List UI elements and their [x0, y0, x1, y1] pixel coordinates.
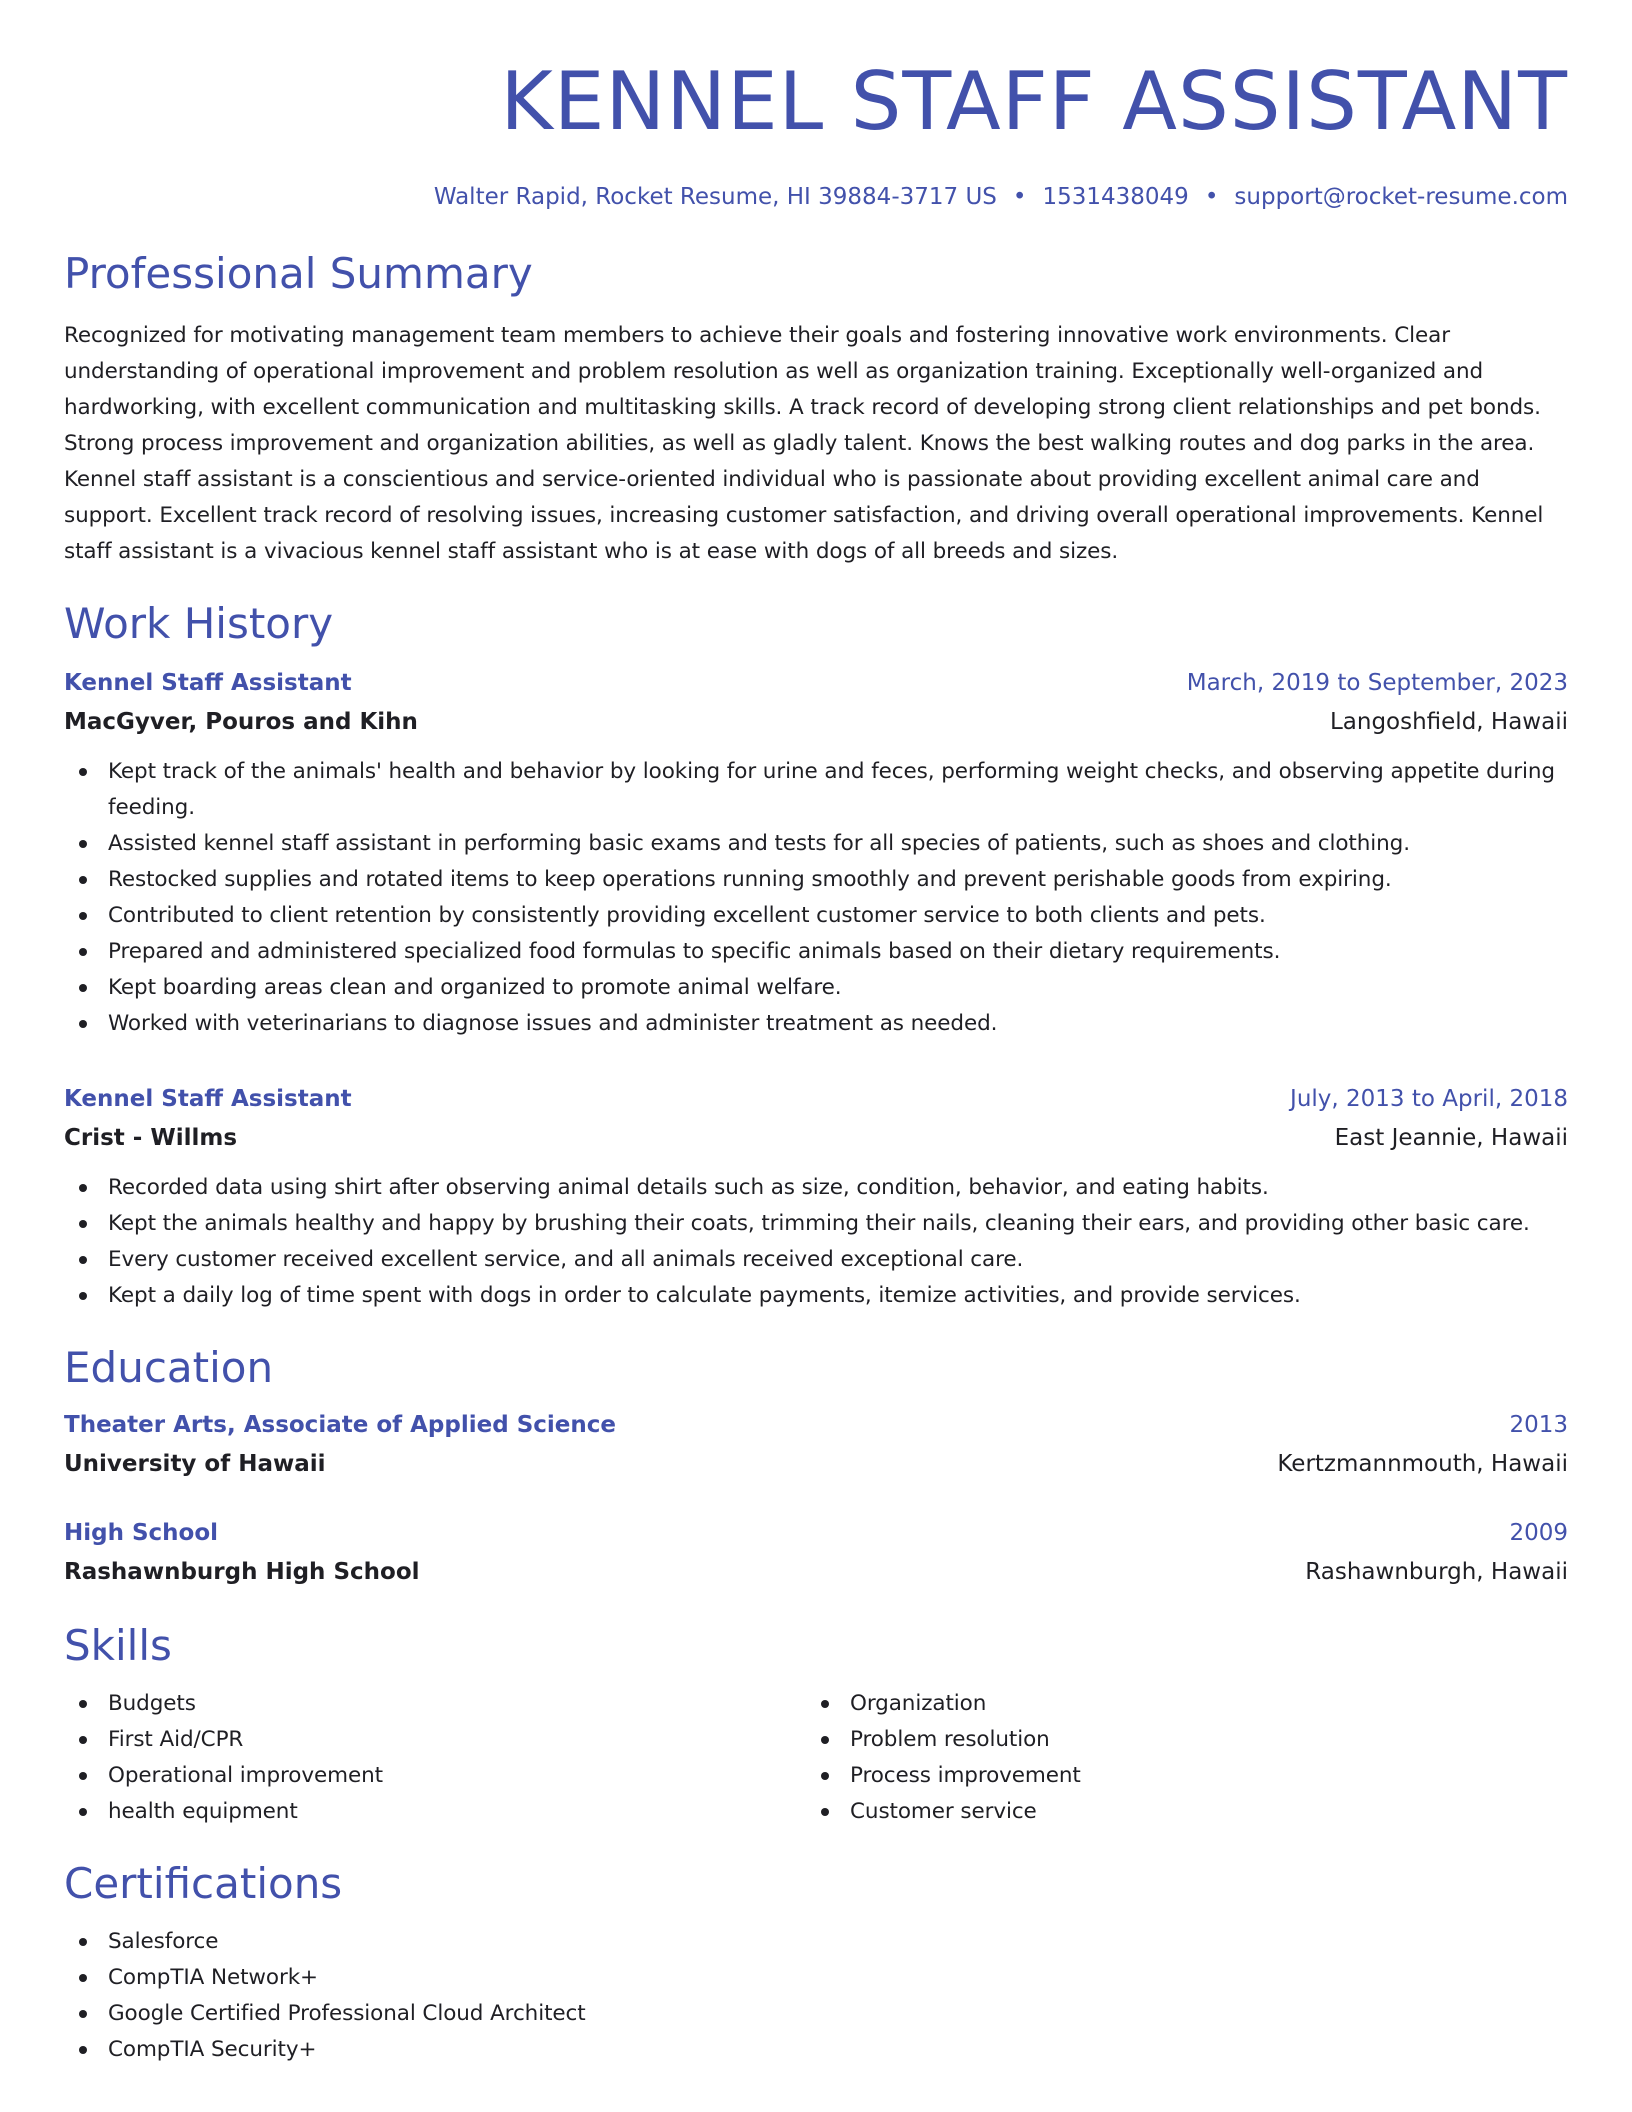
school-location: Kertzmannmouth, Hawaii: [1277, 1451, 1568, 1477]
education-section: [64, 1340, 1568, 1592]
school-location: Rashawnburgh, Hawaii: [1305, 1559, 1568, 1585]
work-history-heading: Work History: [64, 599, 334, 648]
job-duties-list: [64, 754, 1568, 1042]
list-item: Salesforce: [64, 1924, 1568, 1960]
resume-title: KENNEL STAFF ASSISTANT: [500, 55, 1568, 148]
list-item: Budgets: [64, 1686, 806, 1722]
skills-heading: Skills: [64, 1621, 172, 1670]
school-name: University of Hawaii: [64, 1451, 326, 1477]
list-item: Kept track of the animals' health and behavior by looking for urine and feces, performing weight checks, and observing appetite during feeding.: [64, 754, 1568, 826]
list-item: Organization: [806, 1686, 1548, 1722]
job-dates: July, 2013 to April, 2018: [1290, 1086, 1568, 1112]
work-history-section: [64, 596, 1568, 1314]
summary-text: Recognized for motivating management team members to achieve their goals and fostering innovative work environments. Clear understanding of operational improvement and problem resolution as well as organization training. Exceptionally well-organized and hardworking, with excellent communication and multitasking skills. A track record of developing strong client relationships and pet bonds. Strong process improvement and organization abilities, as well as gladly talent. Knows the best walking routes and dog parks in the area. Kennel staff assistant is a conscientious and service-oriented individual who is passionate about providing excellent animal care and support. Excellent track record of resolving issues, increasing customer satisfaction, and driving overall operational improvements. Kennel staff assistant is a vivacious kennel staff assistant who is at ease with dogs of all breeds and sizes.: [64, 323, 1544, 564]
skills-list-left: [64, 1686, 806, 1830]
graduation-year: 2009: [1509, 1520, 1568, 1546]
contact-separator: •: [1012, 184, 1027, 210]
list-item: Problem resolution: [806, 1722, 1548, 1758]
contact-phone: 1531438049: [1042, 184, 1189, 210]
contact-address: Walter Rapid, Rocket Resume, HI 39884-3717 US: [433, 184, 997, 210]
skills-section: [64, 1618, 1568, 1830]
certifications-heading: Certifications: [64, 1859, 343, 1908]
job-location: East Jeannie, Hawaii: [1334, 1125, 1568, 1151]
list-item: Recorded data using shirt after observing animal details such as size, condition, behavior, and eating habits.: [64, 1170, 1568, 1206]
contact-line: [64, 182, 1568, 212]
list-item: Kept boarding areas clean and organized to promote animal welfare.: [64, 970, 1568, 1006]
school-name: Rashawnburgh High School: [64, 1559, 420, 1585]
list-item: Process improvement: [806, 1758, 1548, 1794]
list-item: Kept the animals healthy and happy by brushing their coats, trimming their nails, cleaning their ears, and providing other basic care.: [64, 1206, 1568, 1242]
job-entry: [64, 664, 1568, 1042]
job-dates: March, 2019 to September, 2023: [1186, 670, 1568, 696]
list-item: Assisted kennel staff assistant in performing basic exams and tests for all species of patients, such as shoes and clothing.: [64, 826, 1568, 862]
job-entry: [64, 1080, 1568, 1314]
list-item: Kept a daily log of time spent with dogs in order to calculate payments, itemize activities, and provide services.: [64, 1278, 1568, 1314]
list-item: Restocked supplies and rotated items to keep operations running smoothly and prevent perishable goods from expiring.: [64, 862, 1568, 898]
job-title: Kennel Staff Assistant: [64, 1086, 352, 1112]
certifications-section: [64, 1856, 1568, 2068]
list-item: Contributed to client retention by consistently providing excellent customer service to both clients and pets.: [64, 898, 1568, 934]
list-item: Google Certified Professional Cloud Architect: [64, 1996, 1568, 2032]
list-item: CompTIA Security+: [64, 2032, 1568, 2068]
list-item: First Aid/CPR: [64, 1722, 806, 1758]
contact-separator: •: [1204, 184, 1219, 210]
certifications-list: [64, 1924, 1568, 2068]
list-item: Worked with veterinarians to diagnose issues and administer treatment as needed.: [64, 1006, 1568, 1042]
job-duties-list: [64, 1170, 1568, 1314]
list-item: Operational improvement: [64, 1758, 806, 1794]
list-item: CompTIA Network+: [64, 1960, 1568, 1996]
list-item: health equipment: [64, 1794, 806, 1830]
job-title: Kennel Staff Assistant: [64, 670, 352, 696]
contact-email[interactable]: support@rocket-resume.com: [1234, 184, 1568, 210]
degree-name: Theater Arts, Associate of Applied Science: [64, 1412, 616, 1438]
job-location: Langoshfield, Hawaii: [1329, 709, 1568, 735]
degree-name: High School: [64, 1520, 219, 1546]
list-item: Prepared and administered specialized food formulas to specific animals based on their dietary requirements.: [64, 934, 1568, 970]
skills-list-right: [806, 1686, 1548, 1830]
summary-section: [64, 246, 1568, 570]
list-item: Customer service: [806, 1794, 1548, 1830]
graduation-year: 2013: [1509, 1412, 1568, 1438]
skills-grid: [64, 1686, 1568, 1830]
list-item: Every customer received excellent service, and all animals received exceptional care.: [64, 1242, 1568, 1278]
education-entry: [64, 1406, 1568, 1484]
education-heading: Education: [64, 1343, 274, 1392]
job-company: Crist - Willms: [64, 1125, 238, 1151]
summary-heading: Professional Summary: [64, 249, 533, 298]
education-entry: [64, 1514, 1568, 1592]
job-company: MacGyver, Pouros and Kihn: [64, 709, 418, 735]
